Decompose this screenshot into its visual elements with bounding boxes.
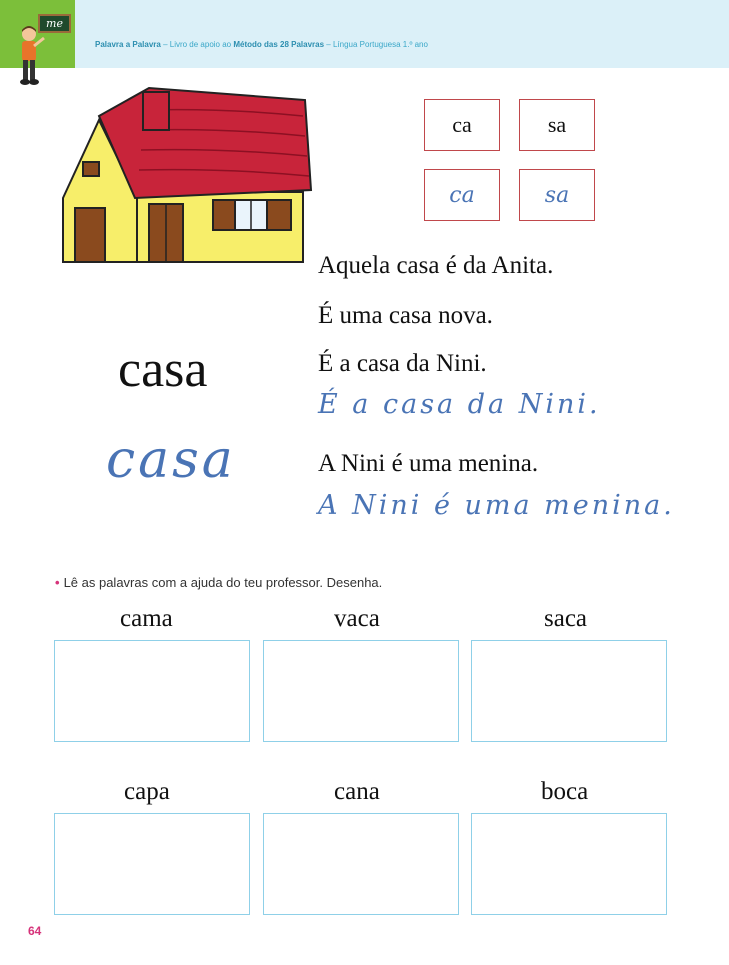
syllable-box-cursive-ca bbox=[424, 169, 500, 221]
draw-word-cana: cana bbox=[334, 778, 380, 805]
page-number: 64 bbox=[28, 924, 42, 938]
sentence-4-cursive: A Nini é uma menina. bbox=[318, 490, 675, 521]
drawing-box-capa[interactable] bbox=[54, 813, 250, 915]
syllable-box-print-sa bbox=[519, 99, 595, 151]
page-header bbox=[0, 0, 729, 68]
header-method: Método das 28 Palavras bbox=[233, 40, 325, 49]
draw-word-vaca: vaca bbox=[334, 605, 380, 632]
header-title bbox=[95, 40, 428, 49]
board-text: me bbox=[46, 17, 63, 30]
sentence-3-cursive: É a casa da Nini. bbox=[318, 389, 601, 420]
sentence-4: A Nini é uma menina. bbox=[318, 450, 539, 477]
sentence-2: É uma casa nova. bbox=[318, 302, 493, 329]
syllable-text: sa bbox=[547, 112, 567, 137]
header-book-title: Palavra a Palavra bbox=[95, 40, 161, 49]
drawing-box-vaca[interactable] bbox=[263, 640, 459, 742]
sentence-3: É a casa da Nini. bbox=[318, 350, 487, 377]
syllable-text: ca bbox=[449, 182, 475, 208]
bullet: • bbox=[55, 575, 60, 590]
drawing-box-saca[interactable] bbox=[471, 640, 667, 742]
drawing-box-cama[interactable] bbox=[54, 640, 250, 742]
sentence-1: Aquela casa é da Anita. bbox=[318, 252, 554, 279]
header-sep-2: – Língua Portuguesa 1.º ano bbox=[324, 40, 428, 49]
draw-word-boca: boca bbox=[541, 778, 589, 805]
syllable-box-cursive-sa bbox=[519, 169, 595, 221]
exercise-instruction bbox=[55, 575, 382, 590]
draw-word-saca: saca bbox=[544, 605, 588, 632]
teacher-figure-icon bbox=[14, 24, 48, 86]
syllable-text: sa bbox=[544, 182, 570, 208]
drawing-box-boca[interactable] bbox=[471, 813, 667, 915]
syllable-text: ca bbox=[452, 112, 472, 137]
instruction-text: Lê as palavras com a ajuda do teu professor. Desenha. bbox=[63, 575, 383, 590]
draw-word-cama: cama bbox=[120, 605, 173, 632]
word-print: casa bbox=[118, 341, 208, 398]
drawing-box-cana[interactable] bbox=[263, 813, 459, 915]
word-cursive: casa bbox=[106, 430, 236, 490]
draw-word-capa: capa bbox=[124, 778, 170, 805]
house-illustration bbox=[55, 80, 320, 270]
syllable-box-print-ca bbox=[424, 99, 500, 151]
header-sep-1: – Livro de apoio ao bbox=[160, 40, 234, 49]
